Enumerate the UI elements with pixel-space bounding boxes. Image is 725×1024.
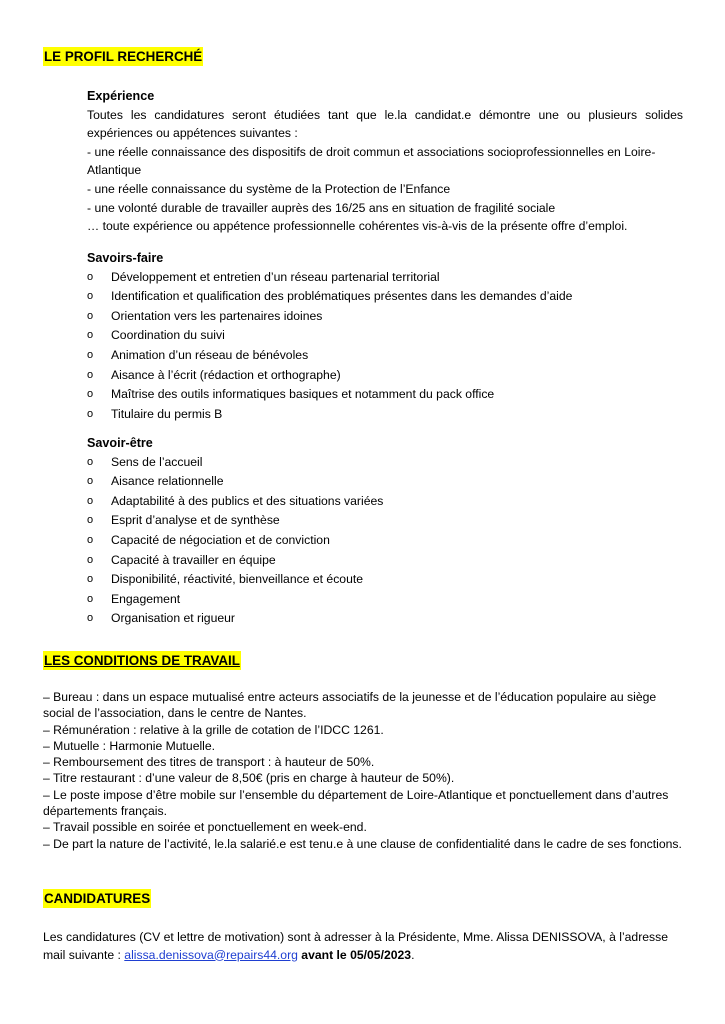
condition-line: – Remboursement des titres de transport : à hauteur de 50%. [43,755,375,770]
condition-line: – Mutuelle : Harmonie Mutuelle. [43,738,216,753]
list-item-text: Développement et entretien d’un réseau partenarial territorial [111,269,440,284]
list-item [87,590,687,610]
list-item-text: Titulaire du permis B [111,406,223,421]
savoir-etre-section [87,434,687,629]
list-item-text: Animation d’un réseau de bénévoles [111,347,309,362]
experience-item: - une réelle connaissance du système de la Protection de l’Enfance [87,181,451,196]
list-item-text: Coordination du suivi [111,328,225,343]
candidatures-section [43,929,693,964]
list-item-text: Engagement [111,591,181,606]
candidatures-text: Les candidatures (CV et lettre de motivation) sont à adresser à la Présidente, Mme. Alissa DENISSOVA, à l’adresse mail suivante : [43,930,669,962]
candidatures-heading: CANDIDATURES [44,891,151,906]
list-item [87,551,687,571]
list-item [87,472,687,492]
list-item [87,405,687,425]
list-item [87,366,687,386]
bullet-icon: o [87,494,94,507]
condition-line: – Le poste impose d’être mobile sur l’ensemble du département de Loire-Atlantique et ponctuellement dans d’autres départements français. [43,787,669,819]
list-item-text: Orientation vers les partenaires idoines [111,308,323,323]
email-link[interactable]: alissa.denissova@repairs44.org [124,947,298,962]
bullet-icon: o [87,388,94,401]
list-item-text: Sens de l’accueil [111,454,203,469]
bullet-icon: o [87,475,94,488]
list-item [87,287,687,307]
bullet-icon: o [87,407,94,420]
list-item-text: Identification et qualification des problématiques présentes dans les demandes d’aide [111,289,573,304]
list-item-text: Capacité à travailler en équipe [111,552,276,567]
candidatures-end: . [411,947,415,962]
bullet-icon: o [87,612,94,625]
list-item-text: Aisance à l’écrit (rédaction et orthographe) [111,367,341,382]
bullet-icon: o [87,533,94,546]
bullet-icon: o [87,573,94,586]
condition-line: – Bureau : dans un espace mutualisé entre acteurs associatifs de la jeunesse et de l’éducation populaire au siège social de l’association, dans le centre de Nantes. [43,690,657,721]
conditions-heading: LES CONDITIONS DE TRAVAIL [44,653,240,668]
savoirs-faire-section [87,249,687,424]
savoirs-faire-title: Savoirs-faire [87,251,164,265]
list-item [87,609,687,629]
experience-section [87,87,683,236]
bullet-icon: o [87,553,94,566]
list-item [87,511,687,531]
list-item-text: Maîtrise des outils informatiques basiques et notamment du pack office [111,387,495,402]
experience-intro: Toutes les candidatures seront étudiées tant que le.la candidat.e démontre une ou plusieurs solides expériences ou appétences suivantes : [87,107,683,141]
list-item [87,268,687,288]
list-item-text: Disponibilité, réactivité, bienveillance et écoute [111,572,364,587]
bullet-icon: o [87,348,94,361]
bullet-icon: o [87,329,94,342]
bullet-icon: o [87,455,94,468]
candidatures-paragraph [43,929,693,964]
savoir-etre-list [87,453,687,629]
list-item [87,385,687,405]
list-item-text: Aisance relationnelle [111,474,224,489]
list-item-text: Organisation et rigueur [111,611,235,626]
conditions-section [43,689,683,852]
list-item [87,326,687,346]
bullet-icon: o [87,592,94,605]
list-item [87,453,687,473]
list-item-text: Capacité de négociation et de conviction [111,532,330,547]
experience-title: Expérience [87,89,155,103]
list-item-text: Esprit d’analyse et de synthèse [111,513,280,528]
bullet-icon: o [87,290,94,303]
experience-item: - une volonté durable de travailler auprès des 16/25 ans en situation de fragilité sociale [87,200,556,215]
bullet-icon: o [87,309,94,322]
experience-item: … toute expérience ou appétence professionnelle cohérentes vis-à-vis de la présente offre d’emploi. [87,219,628,234]
savoir-etre-title: Savoir-être [87,436,153,450]
list-item [87,307,687,327]
condition-line: – Rémunération : relative à la grille de cotation de l’IDCC 1261. [43,722,384,737]
condition-line: – De part la nature de l’activité, le.la salarié.e est tenu.e à une clause de confidentialité dans le cadre de ses fonctions. [43,836,682,851]
savoirs-faire-list [87,268,687,425]
deadline-text: avant le 05/05/2023 [297,947,412,962]
list-item [87,346,687,366]
list-item-text: Adaptabilité à des publics et des situations variées [111,493,384,508]
condition-line: – Titre restaurant : d’une valeur de 8,50€ (pris en charge à hauteur de 50%). [43,771,455,786]
list-item [87,531,687,551]
list-item [87,570,687,590]
bullet-icon: o [87,368,94,381]
bullet-icon: o [87,270,94,283]
condition-line: – Travail possible en soirée et ponctuellement en week-end. [43,820,367,835]
bullet-icon: o [87,514,94,527]
experience-item: - une réelle connaissance des dispositifs de droit commun et associations socioprofessionnelles en Loire-Atlantique [87,144,656,178]
profile-heading: LE PROFIL RECHERCHÉ [44,49,203,64]
list-item [87,492,687,512]
